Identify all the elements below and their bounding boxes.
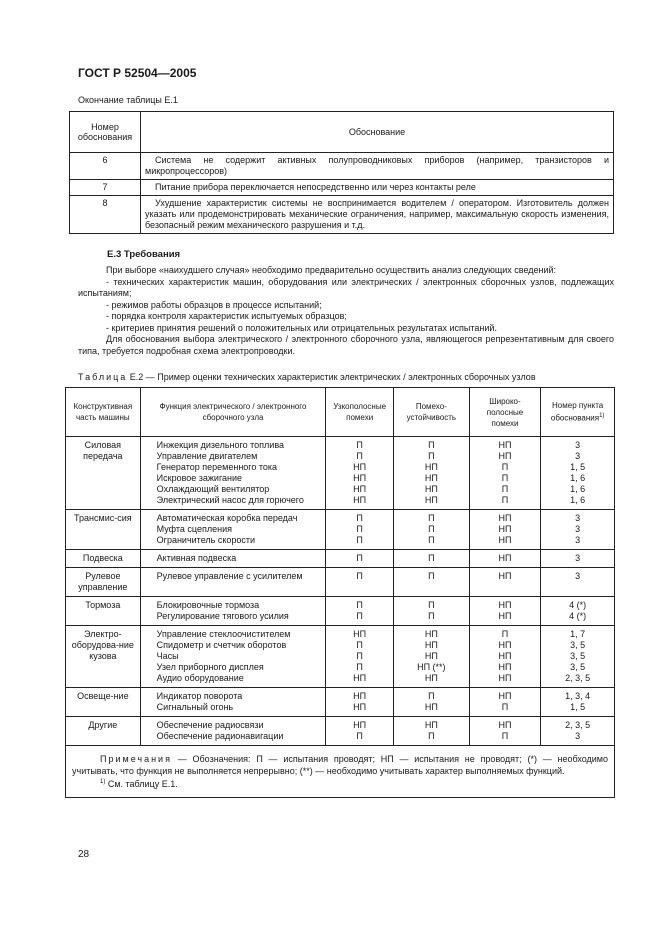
table2-cell-ref: [541, 717, 615, 746]
table2-cell-func-line: Спидометр и счетчик оборотов: [156, 640, 287, 650]
table2-cell-narrow-line: П: [356, 553, 363, 563]
table2-cell-immunity-line: НП: [424, 651, 438, 661]
table2-cell-narrow-line: П: [356, 535, 363, 545]
table-row: [66, 568, 615, 597]
table2-cell-broad: [469, 437, 541, 510]
table2-cell-narrow-line: П: [356, 600, 363, 610]
table2-cell-func-line: Охлаждающий вентилятор: [156, 484, 270, 494]
table2-cell-immunity-line: П: [428, 691, 435, 701]
table2-cell-immunity-line: П: [428, 451, 435, 461]
table2-cell-immunity: [393, 550, 469, 568]
table2-cell-part: Тормоза: [66, 597, 141, 626]
table2-cell-ref-line: 3: [575, 553, 581, 563]
table2-cell-ref: [541, 626, 615, 688]
table2-cell-part: Электро-оборудова-ние кузова: [66, 626, 141, 688]
table2-cell-ref-line: 1, 6: [570, 473, 586, 483]
table2-cell-narrow-line: НП: [353, 629, 367, 639]
section-closing: Для обоснования выбора электрического / электронного сборочного узла, являющегося репрезентативным для своего типа, требуется подробная схема электропроводки.: [78, 334, 614, 356]
table1-cell-num: 6: [70, 153, 141, 180]
table-row: [66, 626, 615, 688]
table2-cell-func-line: Электрический насос для горючего: [156, 495, 304, 505]
table2-cell-func-line: Ограничитель скорости: [156, 535, 256, 545]
table2-cell-func: [140, 597, 326, 626]
section-intro: При выборе «наихудшего случая» необходимо предварительно осуществить анализ следующих сведений:: [106, 265, 557, 275]
section-list-item: - критериев принятия решений о положительных или отрицательных результатах испытаний.: [106, 322, 497, 333]
table2-cell-broad-line: НП: [498, 440, 512, 450]
table2-cell-broad-line: НП: [498, 662, 512, 672]
table2-cell-ref: [541, 688, 615, 717]
table2-cell-narrow-line: П: [356, 451, 363, 461]
table2-cell-narrow-line: НП: [353, 495, 367, 505]
section-list-item: - режимов работы образцов в процессе испытаний;: [106, 299, 322, 310]
table2-cell-func: [140, 626, 326, 688]
table2-cell-broad: [469, 597, 541, 626]
footnote-marker: 1): [599, 413, 605, 420]
table2-cell-broad-line: П: [501, 702, 509, 712]
table-row: [66, 510, 615, 550]
table2-cell-narrow: [326, 568, 394, 597]
table2-cell-func-line: Инжекция дизельного топлива: [156, 440, 285, 450]
table2-cell-part: Силовая передача: [66, 437, 141, 510]
table2-cell-ref-line: 1, 3, 4: [565, 691, 591, 701]
table2-cell-ref-line: 2, 3, 5: [565, 720, 591, 730]
table2-cell-immunity: [393, 437, 469, 510]
table1-cell-num: 7: [70, 180, 141, 196]
document-header: ГОСТ Р 52504—2005: [78, 66, 197, 80]
table2-cell-func-line: Сигнальный огонь: [156, 702, 234, 712]
table2-cell-narrow-line: НП: [353, 462, 367, 472]
table2-cell-broad: [469, 568, 541, 597]
table2-cell-immunity-line: П: [428, 513, 435, 523]
table2-cell-ref-line: 3: [575, 571, 581, 581]
table2-cell-narrow: [326, 597, 394, 626]
table2-cell-func-line: Активная подвеска: [156, 553, 237, 563]
table2-cell-func-line: Автоматическая коробка передач: [156, 513, 298, 523]
table2-cell-immunity-line: П: [428, 600, 435, 610]
table2-cell-immunity-line: НП (**): [417, 662, 446, 672]
table2-cell-narrow: [326, 626, 394, 688]
table2-header-broad: Широко-полосные помехи: [469, 388, 541, 437]
table2-cell-ref: [541, 568, 615, 597]
table-row: [66, 437, 615, 510]
table2-cell-func-line: Муфта сцепления: [156, 524, 232, 534]
table2-cell-broad-line: П: [501, 629, 509, 639]
table2-cell-narrow-line: НП: [353, 673, 367, 683]
table2-cell-narrow: [326, 688, 394, 717]
table2-cell-broad-line: НП: [498, 611, 512, 621]
table2-cell-func-line: Искровое зажигание: [156, 473, 243, 483]
table2-cell-narrow-line: П: [356, 611, 363, 621]
table2-cell-narrow-line: П: [356, 440, 363, 450]
table2-cell-ref: [541, 550, 615, 568]
table2-cell-narrow: [326, 437, 394, 510]
table2-note: [66, 746, 615, 798]
footnote-marker: 1): [100, 779, 106, 785]
table2-cell-narrow: [326, 510, 394, 550]
note-word: Примечания: [100, 754, 172, 764]
table2-cell-broad-line: НП: [498, 535, 512, 545]
table2-cell-broad: [469, 510, 541, 550]
table2-cell-func: [140, 510, 326, 550]
table2-cell-func: [140, 717, 326, 746]
table2-cell-ref-line: 3: [575, 440, 581, 450]
table-row: [66, 688, 615, 717]
section-list-item: - технических характеристик машин, оборудования или электрических / электронных сборочных узлов, подлежащих испытаниям;: [78, 276, 614, 298]
table2-cell-broad-line: П: [501, 484, 509, 494]
table2-header-ref: [541, 388, 615, 437]
table2-cell-narrow-line: П: [356, 524, 363, 534]
table2-cell-broad-line: НП: [498, 651, 512, 661]
table-row: [66, 550, 615, 568]
table2-cell-narrow-line: НП: [353, 484, 367, 494]
table2-cell-immunity-line: НП: [424, 629, 438, 639]
table2-header-func: Функция электрического / электронного сборочного узла: [140, 388, 326, 437]
table1-header-num: Номер обоснования: [70, 112, 141, 153]
table2-cell-immunity-line: НП: [424, 702, 438, 712]
section-body: [78, 265, 614, 357]
table2-cell-broad-line: П: [501, 731, 509, 741]
table2-caption-word: Таблица: [78, 372, 128, 382]
table2-cell-ref-line: 1, 5: [570, 462, 586, 472]
table2-cell-part: Другие: [66, 717, 141, 746]
table2-cell-ref-line: 3, 5: [570, 640, 586, 650]
table2-caption-rest: Е.2 — Пример оценки технических характеристик электрических / электронных сборочных узлов: [127, 372, 536, 382]
table-row: [66, 597, 615, 626]
table-row: [70, 153, 614, 180]
table2-cell-immunity-line: П: [428, 571, 435, 581]
table2-cell-ref-line: 4 (*): [569, 611, 587, 621]
table2-cell-part: Освеще-ние: [66, 688, 141, 717]
table2-cell-ref-line: 3: [575, 524, 581, 534]
table2-header-ref-text: Номер пункта обоснования: [550, 401, 604, 423]
table2-cell-broad-line: НП: [498, 673, 512, 683]
table2-cell-broad: [469, 688, 541, 717]
table2-cell-immunity-line: НП: [424, 484, 438, 494]
table2-cell-ref: [541, 437, 615, 510]
table2-cell-ref: [541, 597, 615, 626]
table2-cell-func-line: Обеспечение радиосвязи: [156, 720, 264, 730]
table2-cell-func-line: Часы: [156, 651, 179, 661]
table2-cell-func: [140, 437, 326, 510]
table2-cell-immunity-line: П: [428, 535, 435, 545]
table2-cell-immunity-line: П: [428, 553, 435, 563]
table2-cell-narrow-line: НП: [353, 691, 367, 701]
table2-cell-broad-line: НП: [498, 553, 512, 563]
table2-cell-broad-line: НП: [498, 600, 512, 610]
table1: [69, 111, 614, 234]
table2-header-narrow: Узкополосные помехи: [326, 388, 394, 437]
table2-cell-func: [140, 568, 326, 597]
table1-cell-text: Ухудшение характеристик системы не воспринимается водителем / оператором. Изготовитель должен указать или продемонстрировать механические ограничения, например, максимальную скорость изменения, безопасный режим механического разрушения и т.д.: [141, 196, 614, 234]
table2-cell-broad-line: НП: [498, 571, 512, 581]
table2-cell-narrow-line: П: [356, 731, 363, 741]
table-row: [66, 717, 615, 746]
table2-cell-narrow-line: П: [356, 571, 363, 581]
table2-cell-narrow-line: П: [356, 640, 363, 650]
table2-cell-immunity-line: П: [428, 611, 435, 621]
note-text: — Обозначения: П — испытания проводят; НП — испытания не проводят; (*) — необходимо учитывать, что функция не выполняется непрерывно; (**) — необходимо учитывать характер выполняемых функций.: [72, 754, 608, 776]
table2-cell-immunity-line: НП: [424, 495, 438, 505]
table2-cell-func-line: Регулирование тягового усилия: [156, 611, 289, 621]
table-row: [70, 196, 614, 234]
table2-cell-narrow-line: П: [356, 662, 363, 672]
table2-cell-ref-line: 3: [575, 451, 581, 461]
table2-cell-ref-line: 1, 6: [570, 484, 586, 494]
table2-cell-func-line: Управление двигателем: [156, 451, 258, 461]
table2-cell-func-line: Блокировочные тормоза: [156, 600, 260, 610]
section-list-item: - порядка контроля характеристик испытуемых образцов;: [106, 311, 347, 321]
table2-body: [66, 437, 615, 746]
table2-cell-func: [140, 688, 326, 717]
table2-cell-func-line: Узел приборного дисплея: [156, 662, 264, 672]
table2-cell-broad-line: НП: [498, 691, 512, 701]
table2-cell-immunity-line: НП: [424, 720, 438, 730]
table-row: [70, 180, 614, 196]
table2-cell-ref-line: 1, 5: [570, 702, 586, 712]
table2-cell-immunity: [393, 717, 469, 746]
table2-cell-ref-line: 3: [575, 513, 581, 523]
table2-note-row: [66, 746, 615, 798]
table1-header-row: [70, 112, 614, 153]
table2-cell-broad: [469, 550, 541, 568]
table1-cell-text: Система не содержит активных полупроводниковых приборов (например, транзисторов и микропроцессоров): [141, 153, 614, 180]
table2-cell-immunity-line: П: [428, 440, 435, 450]
table2-cell-ref: [541, 510, 615, 550]
table2-cell-narrow-line: П: [356, 651, 363, 661]
table2-cell-func: [140, 550, 326, 568]
table2-cell-func-line: Индикатор поворота: [156, 691, 243, 701]
table2-cell-narrow-line: НП: [353, 702, 367, 712]
table2-cell-func-line: Генератор переменного тока: [156, 462, 278, 472]
table2-cell-broad-line: НП: [498, 640, 512, 650]
table2-header-immunity: Помехо-устойчивость: [393, 388, 469, 437]
table1-cell-num: 8: [70, 196, 141, 234]
table2-cell-immunity-line: НП: [424, 673, 438, 683]
table2-cell-immunity: [393, 510, 469, 550]
table2-cell-broad-line: НП: [498, 720, 512, 730]
table2-cell-immunity-line: НП: [424, 473, 438, 483]
table2-cell-ref-line: 4 (*): [569, 600, 587, 610]
table2-cell-broad: [469, 717, 541, 746]
table2: [65, 387, 615, 798]
table2-cell-broad-line: П: [501, 462, 509, 472]
table2-cell-broad-line: НП: [498, 524, 512, 534]
table2-cell-ref-line: 3, 5: [570, 662, 586, 672]
table2-cell-narrow-line: П: [356, 513, 363, 523]
table2-cell-ref-line: 3: [575, 731, 581, 741]
table2-cell-ref-line: 1, 7: [570, 629, 586, 639]
table2-cell-ref-line: 1, 6: [570, 495, 586, 505]
table2-cell-immunity: [393, 688, 469, 717]
table2-cell-broad-line: НП: [498, 513, 512, 523]
footnote-text: См. таблицу Е.1.: [105, 779, 178, 789]
table2-header-part: Конструктивная часть машины: [66, 388, 141, 437]
table1-cell-text: Питание прибора переключается непосредственно или через контакты реле: [141, 180, 614, 196]
table2-caption: [78, 372, 536, 382]
table2-cell-ref-line: 3: [575, 535, 581, 545]
table1-caption: Окончание таблицы Е.1: [78, 95, 178, 105]
table2-cell-func-line: Управление стеклоочистителем: [156, 629, 291, 639]
table2-cell-part: Подвеска: [66, 550, 141, 568]
table2-cell-immunity-line: НП: [424, 462, 438, 472]
section-heading: Е.3 Требования: [107, 249, 181, 260]
table2-cell-func-line: Рулевое управление с усилителем: [156, 571, 303, 581]
table2-cell-func-line: Аудио оборудование: [156, 673, 244, 683]
table2-header-row: [66, 388, 615, 437]
table1-header-reason: Обоснование: [141, 112, 614, 153]
table2-cell-broad-line: НП: [498, 451, 512, 461]
table2-cell-immunity: [393, 568, 469, 597]
table2-cell-narrow: [326, 550, 394, 568]
table2-cell-immunity-line: П: [428, 524, 435, 534]
table2-cell-part: Рулевое управление: [66, 568, 141, 597]
table2-cell-func-line: Обеспечение радионавигации: [156, 731, 284, 741]
table2-cell-narrow-line: НП: [353, 473, 367, 483]
table2-cell-broad-line: П: [501, 473, 509, 483]
table2-cell-ref-line: 3, 5: [570, 651, 586, 661]
table2-cell-broad: [469, 626, 541, 688]
table2-cell-narrow-line: НП: [353, 720, 367, 730]
table2-cell-immunity-line: НП: [424, 640, 438, 650]
table2-cell-immunity: [393, 597, 469, 626]
table2-cell-part: Трансмис-сия: [66, 510, 141, 550]
table2-cell-immunity-line: П: [428, 731, 435, 741]
page-number: 28: [78, 849, 90, 860]
table2-cell-ref-line: 2, 3, 5: [565, 673, 591, 683]
table2-cell-broad-line: П: [501, 495, 509, 505]
table2-cell-immunity: [393, 626, 469, 688]
table2-cell-narrow: [326, 717, 394, 746]
